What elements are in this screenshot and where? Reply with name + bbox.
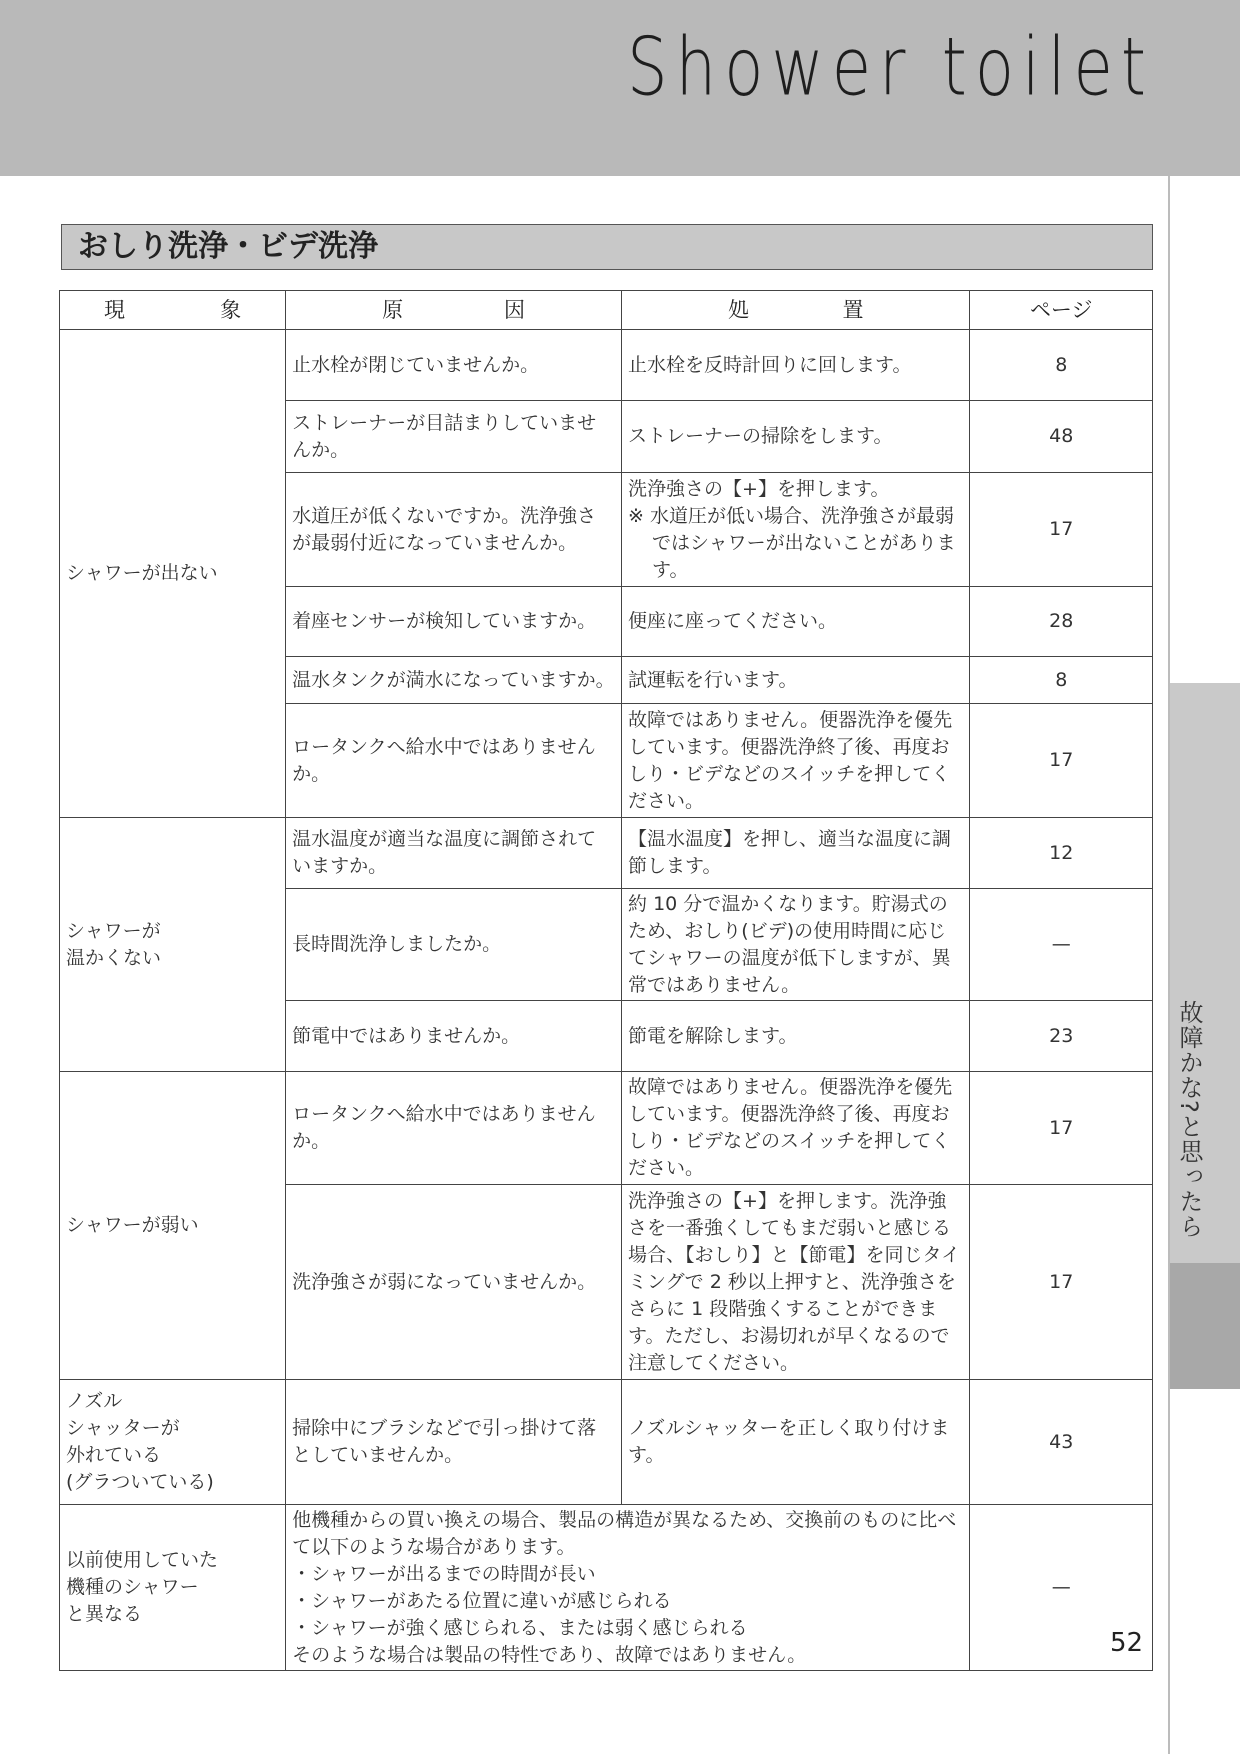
table-row (60, 330, 1153, 401)
symptom-cell: シャワーが弱い (60, 1072, 286, 1380)
symptom-cell: シャワーが出ない (60, 330, 286, 818)
table-row (60, 818, 1153, 889)
cause-cell: ロータンクへ給水中ではありませんか。 (286, 1072, 622, 1185)
table-row (60, 1380, 1153, 1505)
remedy-cell: 止水栓を反時計回りに回します。 (622, 330, 970, 401)
remedy-cell: 故障ではありません。便器洗浄を優先しています。便器洗浄終了後、再度おしり・ビデなどのスイッチを押してください。 (622, 1072, 970, 1185)
remedy-cell: ノズルシャッターを正しく取り付けます。 (622, 1380, 970, 1505)
page-cell: 12 (970, 818, 1153, 889)
remedy-cell: ストレーナーの掃除をします。 (622, 401, 970, 473)
cause-cell: ストレーナーが目詰まりしていませんか。 (286, 401, 622, 473)
page-cell: — (970, 1505, 1153, 1671)
remedy-cell: 試運転を行います。 (622, 657, 970, 704)
cause-cell: 節電中ではありませんか。 (286, 1001, 622, 1072)
remedy-cell: 節電を解除します。 (622, 1001, 970, 1072)
remedy-cell: 【温水温度】を押し、適当な温度に調節します。 (622, 818, 970, 889)
symptom-cell: ノズル シャッターが 外れている (グラついている) (60, 1380, 286, 1505)
section-title: おしり洗浄・ビデ洗浄 (61, 224, 1153, 270)
cause-cell: 水道圧が低くないですか。洗浄強さが最弱付近になっていませんか。 (286, 473, 622, 587)
table-row (60, 1072, 1153, 1185)
table-header-row (60, 291, 1153, 330)
page-cell: 8 (970, 657, 1153, 704)
side-tab-marker (1170, 1263, 1240, 1389)
table-row (60, 1505, 1153, 1671)
remedy-text: 洗浄強さの【+】を押します。 (628, 477, 890, 500)
remedy-cell: 故障ではありません。便器洗浄を優先しています。便器洗浄終了後、再度おしり・ビデなどのスイッチを押してください。 (622, 704, 970, 818)
remedy-cell: 約 10 分で温かくなります。貯湯式のため、おしり(ビデ)の使用時間に応じてシャワーの温度が低下しますが、異常ではありません。 (622, 889, 970, 1001)
cause-cell: ロータンクへ給水中ではありませんか。 (286, 704, 622, 818)
header-band (0, 0, 1240, 176)
page-cell: 28 (970, 587, 1153, 657)
cause-cell: 温水タンクが満水になっていますか。 (286, 657, 622, 704)
page-cell: 8 (970, 330, 1153, 401)
symptom-cell: シャワーが 温かくない (60, 818, 286, 1072)
symptom-cell: 以前使用していた 機種のシャワー と異なる (60, 1505, 286, 1671)
page-cell: 17 (970, 704, 1153, 818)
cause-cell: 着座センサーが検知していますか。 (286, 587, 622, 657)
page-cell: 17 (970, 473, 1153, 587)
remedy-cell (622, 473, 970, 587)
side-tab-label: 故障かな?と思ったら (1175, 1000, 1203, 1239)
page-cell: 43 (970, 1380, 1153, 1505)
header-remedy: 処 置 (622, 291, 970, 330)
troubleshooting-table (59, 290, 1153, 1671)
page-cell: 17 (970, 1185, 1153, 1380)
page-cell: — (970, 889, 1153, 1001)
header-cause: 原 因 (286, 291, 622, 330)
remedy-cell: 洗浄強さの【+】を押します。洗浄強さを一番強くしてもまだ弱いと感じる場合、【おしり】と【節電】を同じタイミングで 2 秒以上押すと、洗浄強さをさらに 1 段階強くすることができます。ただし、お湯切れが早くなるので注意してください。 (622, 1185, 970, 1380)
header-symptom: 現 象 (60, 291, 286, 330)
cause-cell: 長時間洗浄しましたか。 (286, 889, 622, 1001)
merged-explanation-cell: 他機種からの買い換えの場合、製品の構造が異なるため、交換前のものに比べて以下のような場合があります。 ・シャワーが出るまでの時間が長い ・シャワーがあたる位置に違いが感じられる ・シャワーが強く感じられる、または弱く感じられる そのような場合は製品の特性であり、故障ではありません。 (286, 1505, 970, 1671)
cause-cell: 洗浄強さが弱になっていませんか。 (286, 1185, 622, 1380)
brand-logo: Shower toilet (627, 22, 1154, 115)
cause-cell: 止水栓が閉じていませんか。 (286, 330, 622, 401)
header-page: ページ (970, 291, 1153, 330)
page-cell: 48 (970, 401, 1153, 473)
page-cell: 23 (970, 1001, 1153, 1072)
cause-cell: 温水温度が適当な温度に調節されていますか。 (286, 818, 622, 889)
cause-cell: 掃除中にブラシなどで引っ掛けて落としていませんか。 (286, 1380, 622, 1505)
page-number: 52 (1110, 1628, 1144, 1658)
remedy-cell: 便座に座ってください。 (622, 587, 970, 657)
page-cell: 17 (970, 1072, 1153, 1185)
remedy-note: ※ 水道圧が低い場合、洗浄強さが最弱ではシャワーが出ないことがあります。 (628, 504, 956, 581)
